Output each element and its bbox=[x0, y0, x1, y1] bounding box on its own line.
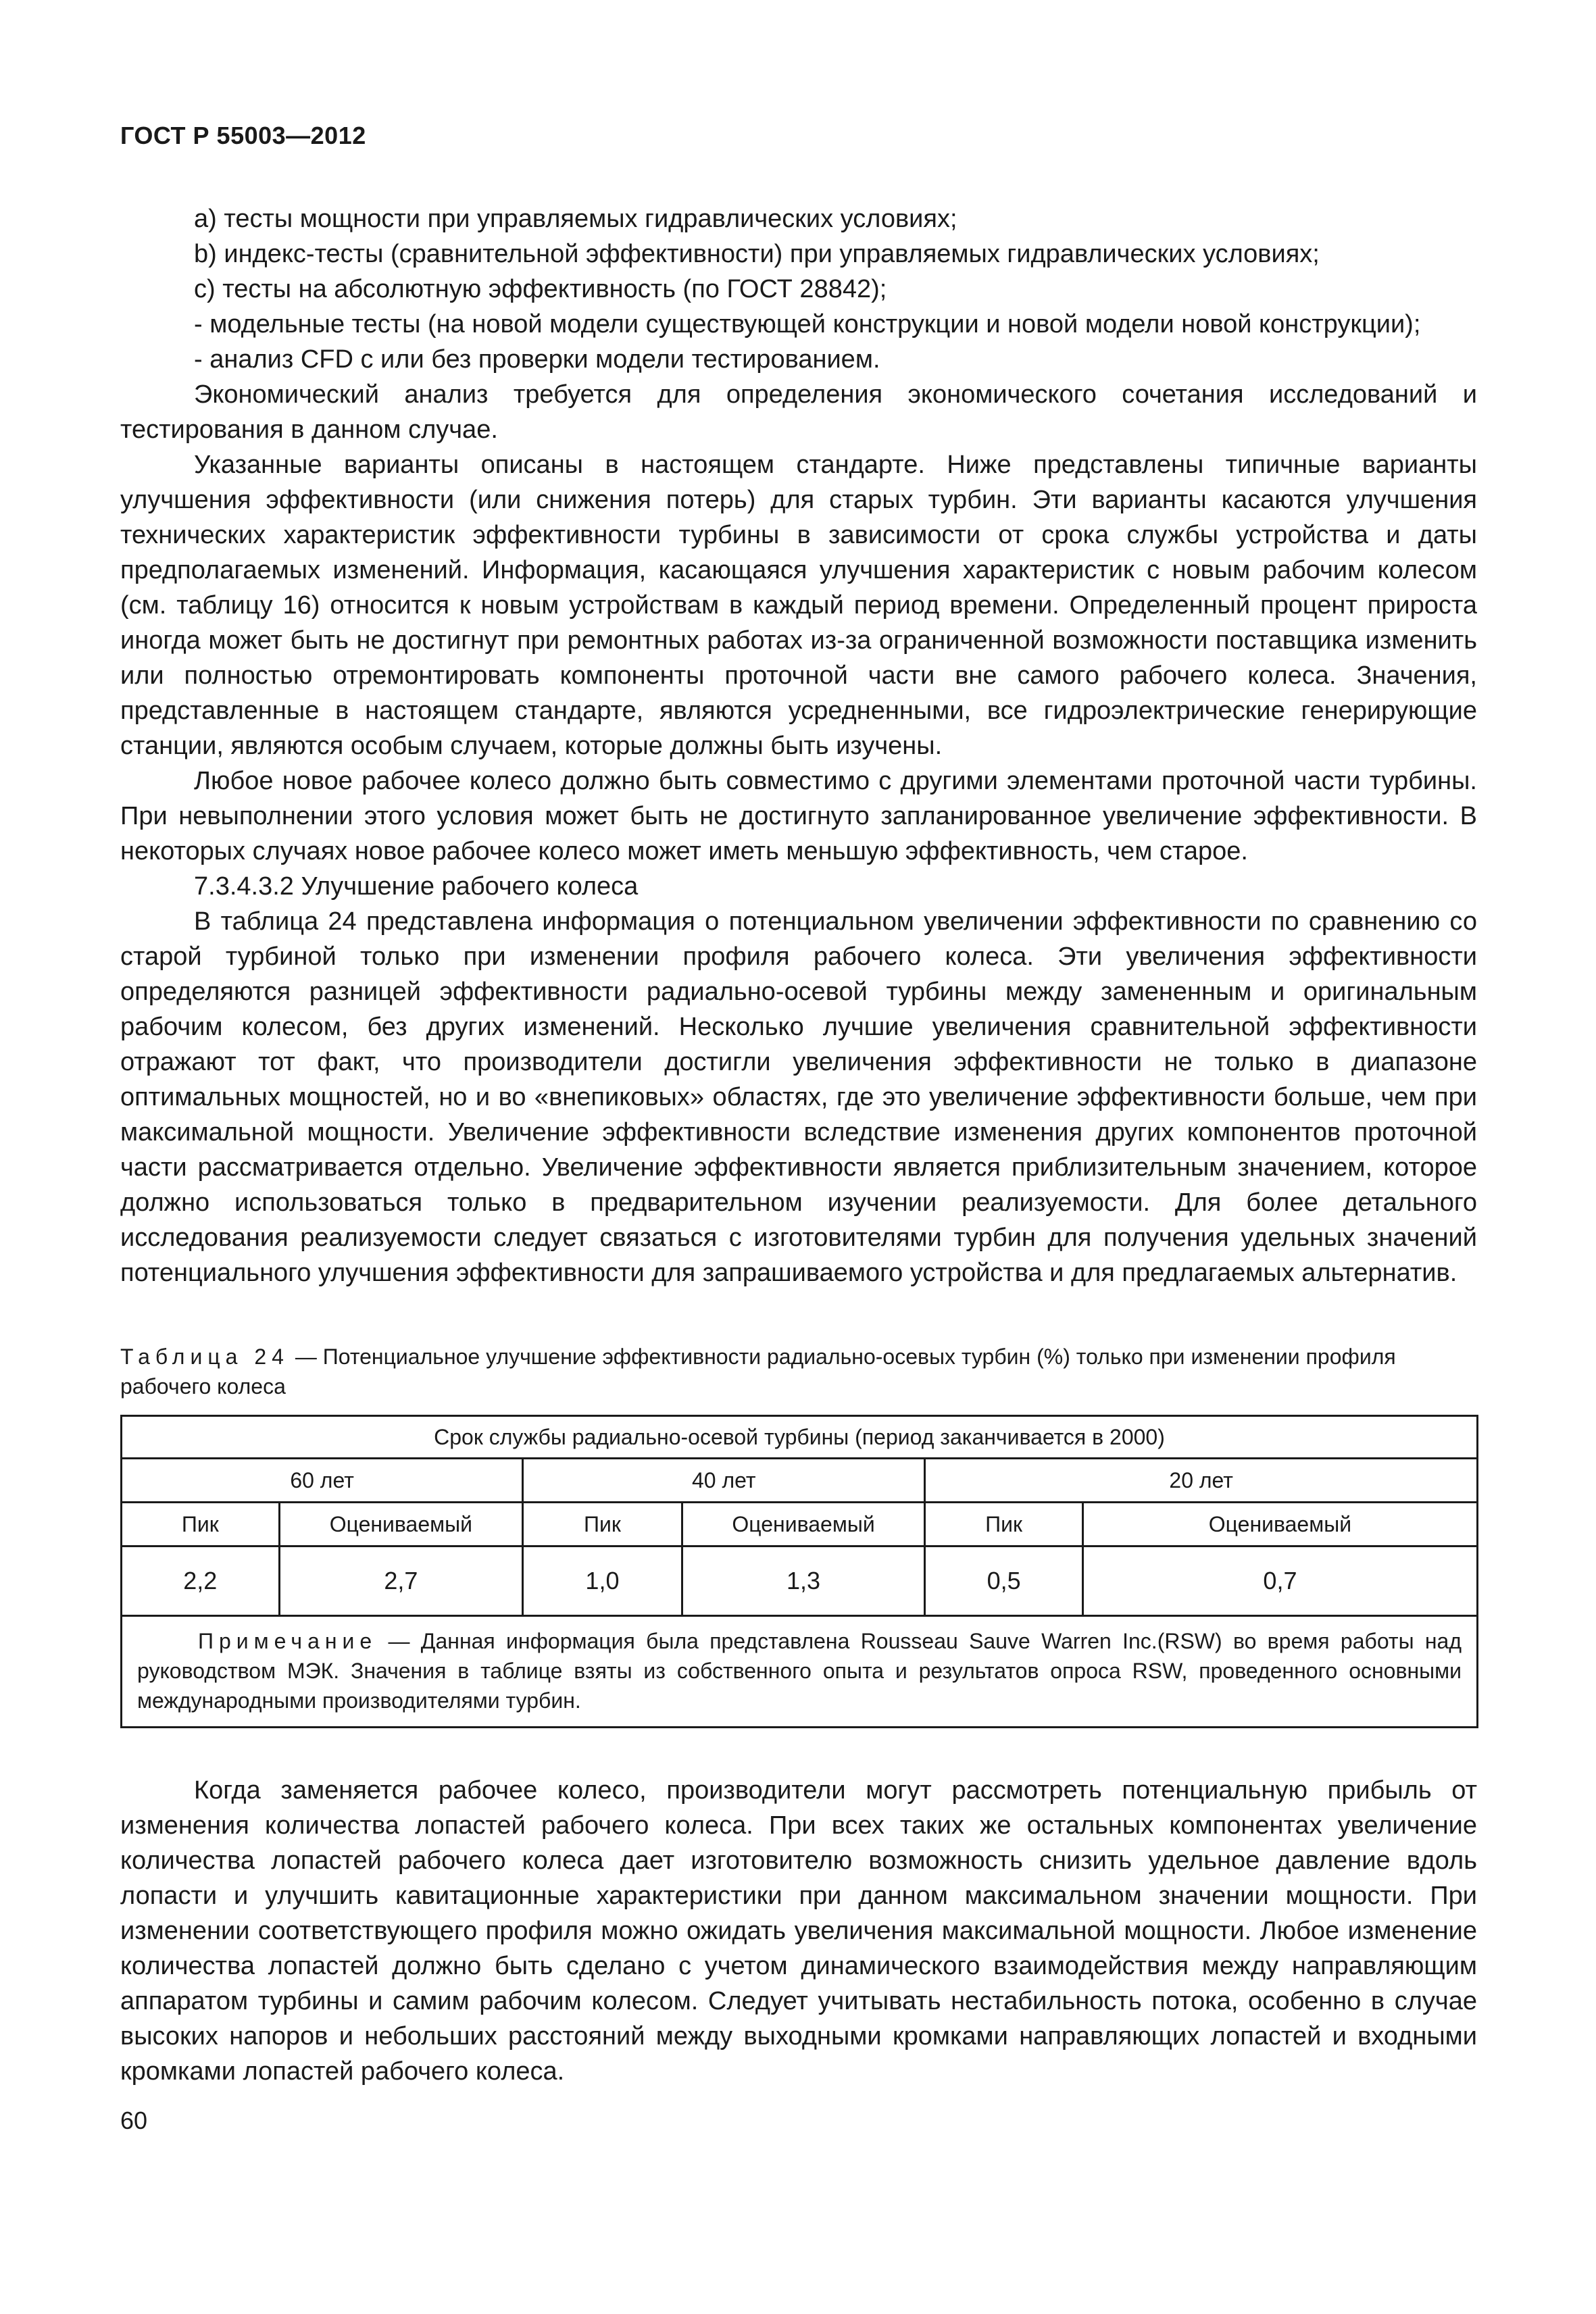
group-header-cell: 60 лет bbox=[122, 1459, 523, 1503]
table-caption bbox=[120, 1342, 1477, 1401]
list-item: b) индекс-тесты (сравнительной эффективности) при управляемых гидравлических условиях; bbox=[194, 240, 1320, 268]
note-text: — Данная информация была представлена Rousseau Sauve Warren Inc.(RSW) во время работы над руководством МЭК. Значения в таблице взяты из собственного опыта и результатов опроса RSW, проведенного основными международными производителями турбин. bbox=[137, 1629, 1462, 1713]
list-item: a) тесты мощности при управляемых гидравлических условиях; bbox=[194, 205, 957, 233]
paragraph: Указанные варианты описаны в настоящем стандарте. Ниже представлены типичные варианты улучшения эффективности (или снижения потерь) для старых турбин. Эти варианты касаются улучшения технических характеристик эффективности турбины в зависимости от срока службы устройства и даты предполагаемых изменений. Информация, касающаяся улучшения характеристик с новым рабочим колесом (см. таблицу 16) относится к новым устройствам в каждый период времени. Определенный процент прироста иногда может быть не достигнут при ремонтных работах из-за ограниченной возможности поставщика изменить или полностью отремонтировать компоненты проточной части вне самого рабочего колеса. Значения, представленные в настоящем стандарте, являются усредненными, все гидроэлектрические генерирующие станции, являются особым случаем, которые должны быть изучены. bbox=[120, 451, 1477, 760]
value-cell: 2,2 bbox=[122, 1546, 280, 1616]
list-item: - модельные тесты (на новой модели существующей конструкции и новой модели новой конструкции); bbox=[194, 310, 1421, 338]
subheader-cell: Пик bbox=[523, 1503, 682, 1546]
value-cell: 1,3 bbox=[682, 1546, 925, 1616]
paragraph: В таблица 24 представлена информация о потенциальном увеличении эффективности по сравнению со старой турбиной только при изменении профиля рабочего колеса. Эти увеличения эффективности определяются разницей эффективности радиально-осевой турбины между замененным и оригинальным рабочим колесом, без других изменений. Несколько лучшие увеличения сравнительной эффективности отражают тот факт, что производители достигли увеличения эффективности не только в диапазоне оптимальных мощностей, но и во «внепиковых» областях, где это увеличение эффективности больше, чем при максимальной мощности. Увеличение эффективности вследствие изменения других компонентов проточной части рассматривается отдельно. Увеличение эффективности является приблизительным значением, которое должно использоваться только в предварительном изучении реализуемости. Для более детального исследования реализуемости следует связаться с изготовителями турбин для получения удельных значений потенциального улучшения эффективности для запрашиваемого устройства и для предлагаемых альтернатив. bbox=[120, 907, 1477, 1287]
text-block-upper bbox=[120, 201, 1477, 1290]
standard-code-header: ГОСТ Р 55003—2012 bbox=[120, 122, 366, 149]
paragraph: Любое новое рабочее колесо должно быть совместимо с другими элементами проточной части турбины. При невыполнении этого условия может быть не достигнуто запланированное увеличение эффективности. В некоторых случаях новое рабочее колесо может иметь меньшую эффективность, чем старое. bbox=[120, 767, 1477, 865]
page-number: 60 bbox=[120, 2107, 148, 2134]
list-item: - анализ CFD с или без проверки модели тестированием. bbox=[194, 345, 880, 374]
table-caption-text: — Потенциальное улучшение эффективности радиально-осевых турбин (%) только при изменении профиля рабочего колеса bbox=[120, 1344, 1396, 1399]
text-block-lower bbox=[120, 1773, 1477, 2089]
subheader-cell: Пик bbox=[122, 1503, 280, 1546]
table-row bbox=[122, 1546, 1478, 1616]
paragraph: Когда заменяется рабочее колесо, производители могут рассмотреть потенциальную прибыль от изменения количества лопастей рабочего колеса. При всех таких же остальных компонентах увеличение количества лопастей рабочего колеса дает изготовителю возможность снизить удельное давление вдоль лопасти и улучшить кавитационные характеристики при данном максимальном значении мощности. При изменении соответствующего профиля можно ожидать увеличения максимальной мощности. Любое изменение количества лопастей должно быть сделано с учетом динамического взаимодействия между направляющим аппаратом турбины и самим рабочим колесом. Следует учитывать нестабильность потока, особенно в случае высоких напоров и небольших расстояний между выходными кромками направляющих лопастей и входными кромками лопастей рабочего колеса. bbox=[120, 1776, 1477, 2086]
table-title-cell: Срок службы радиально-осевой турбины (период заканчивается в 2000) bbox=[122, 1416, 1478, 1459]
table-caption-label: Таблица 24 bbox=[120, 1344, 289, 1369]
value-cell: 1,0 bbox=[523, 1546, 682, 1616]
section-heading: 7.3.4.3.2 Улучшение рабочего колеса bbox=[194, 872, 639, 901]
list-item: c) тесты на абсолютную эффективность (по ГОСТ 28842); bbox=[194, 275, 887, 303]
subheader-cell: Оцениваемый bbox=[279, 1503, 523, 1546]
value-cell: 0,5 bbox=[925, 1546, 1083, 1616]
note-label: Примечание bbox=[198, 1629, 378, 1653]
table-note-cell bbox=[122, 1616, 1478, 1728]
value-cell: 0,7 bbox=[1082, 1546, 1477, 1616]
paragraph: Экономический анализ требуется для определения экономического сочетания исследований и тестирования в данном случае. bbox=[120, 380, 1477, 444]
subheader-cell: Пик bbox=[925, 1503, 1083, 1546]
efficiency-table bbox=[120, 1415, 1478, 1728]
group-header-cell: 20 лет bbox=[925, 1459, 1478, 1503]
subheader-cell: Оцениваемый bbox=[1082, 1503, 1477, 1546]
group-header-cell: 40 лет bbox=[523, 1459, 925, 1503]
subheader-cell: Оцениваемый bbox=[682, 1503, 925, 1546]
value-cell: 2,7 bbox=[279, 1546, 523, 1616]
